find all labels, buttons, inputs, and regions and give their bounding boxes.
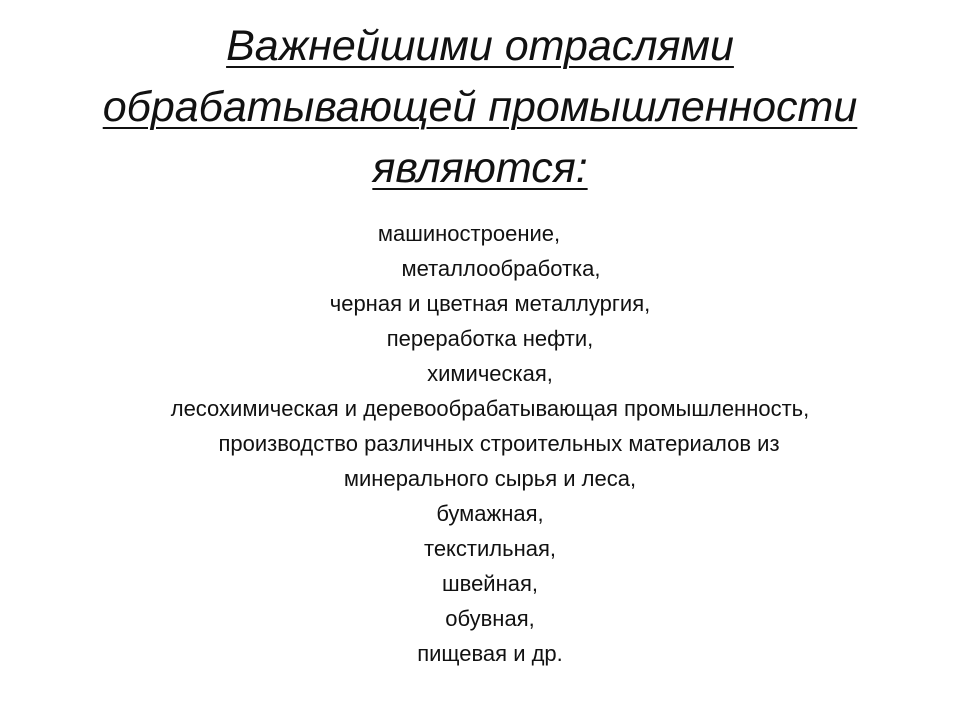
list-item: металлообработка, [401,256,601,281]
list-item: производство различных строительных материалов из [218,431,780,456]
title-line-3: являются: [372,144,588,192]
list-item: минерального сырья и леса, [343,466,637,491]
title-line-2: обрабатывающей промышленности [102,83,858,131]
list-item: лесохимическая и деревообрабатывающая промышленность, [170,396,810,421]
list-item: переработка нефти, [386,326,594,351]
list-item: швейная, [441,571,539,596]
list-item: текстильная, [423,536,556,561]
list-item: пищевая и др. [417,641,563,666]
list-item: машиностроение, [377,221,561,246]
list-item: обувная, [445,606,535,631]
list-item: бумажная, [436,501,544,526]
slide-title [60,16,900,199]
list-item: черная и цветная металлургия, [329,291,651,316]
title-line-1: Важнейшими отраслями [226,22,734,70]
industry-list [40,216,940,671]
list-item: химическая, [427,361,553,386]
